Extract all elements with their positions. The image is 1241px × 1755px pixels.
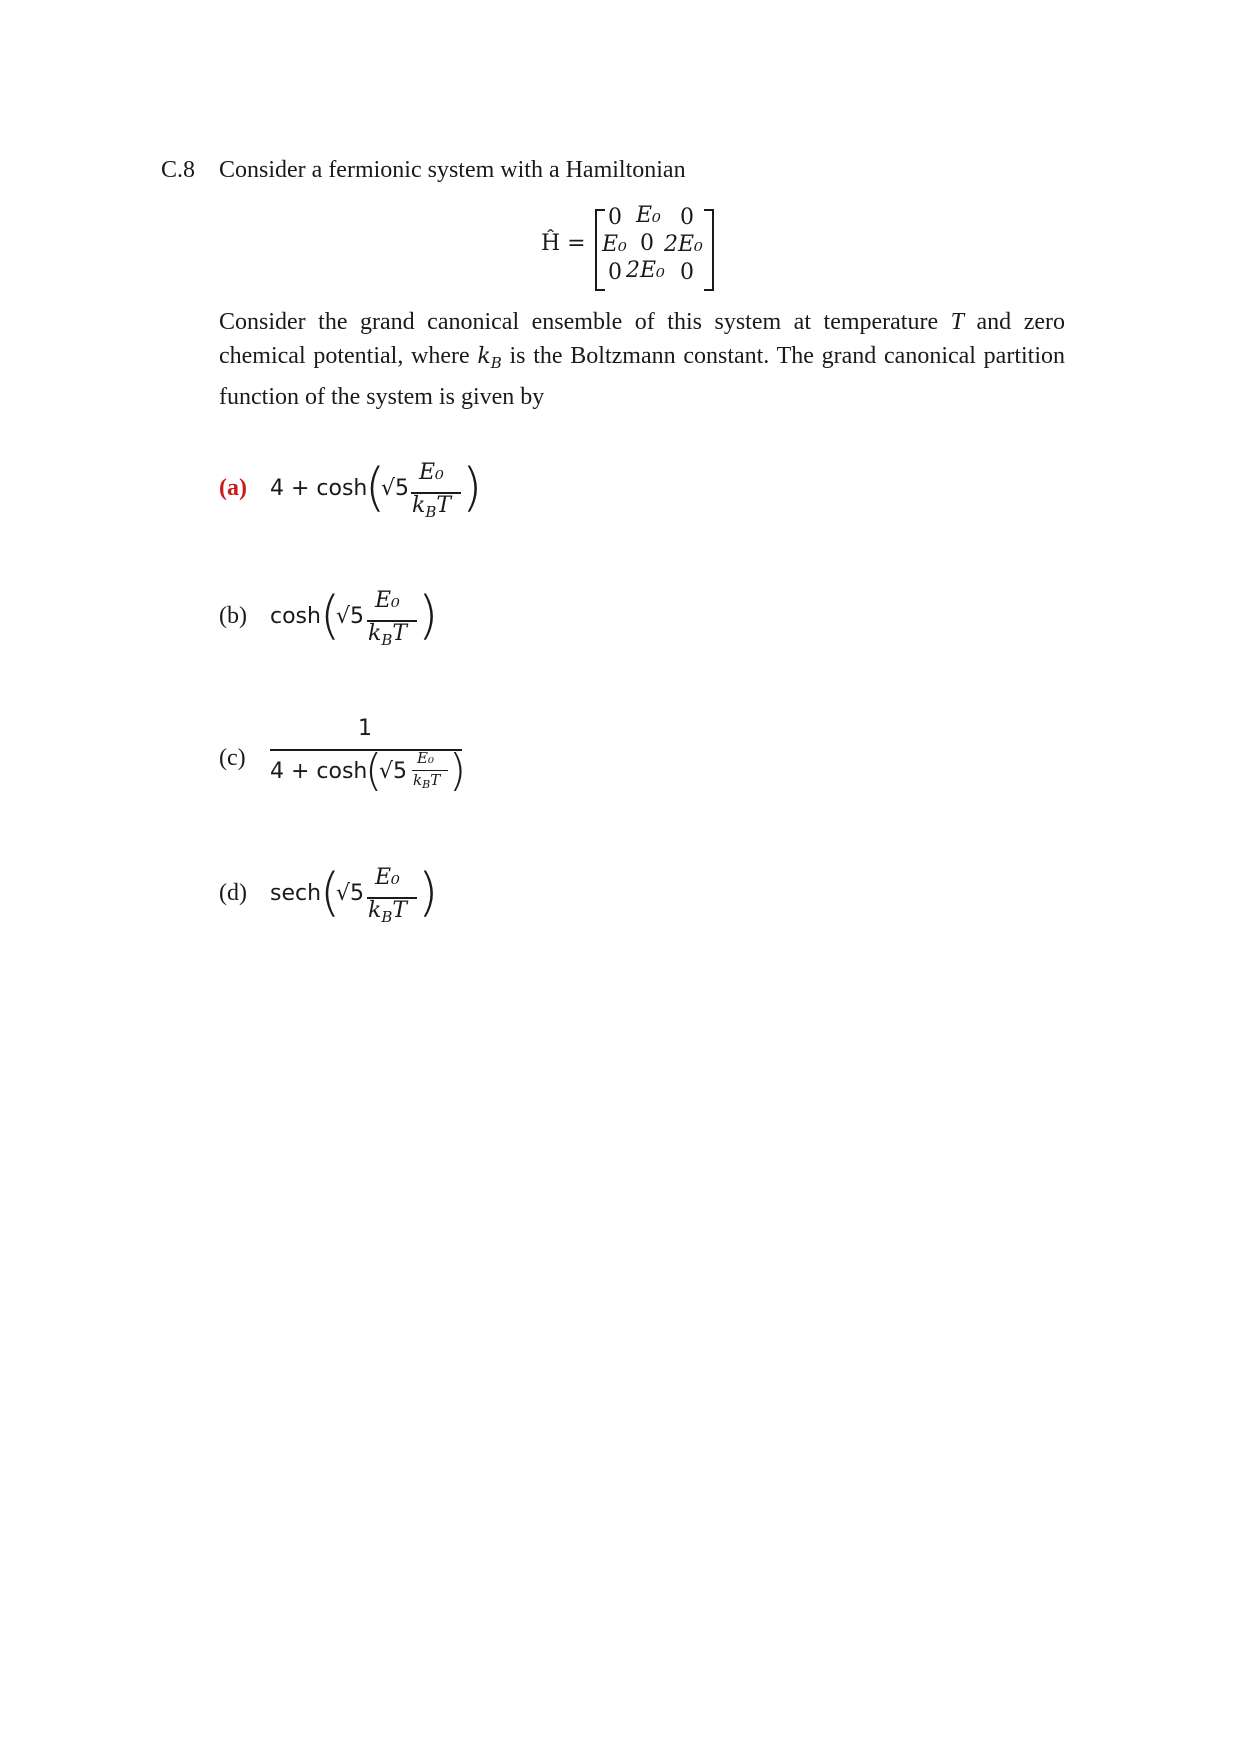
boltzmann-subscript: B <box>490 354 502 372</box>
paragraph-text: and zero chemical potential, where <box>219 309 1065 369</box>
right-paren: ) <box>449 745 467 796</box>
fraction-denominator <box>412 493 451 521</box>
den-T: T <box>392 898 408 923</box>
option-label: (d) <box>219 880 247 906</box>
matrix-cell: 2E₀ <box>664 232 703 257</box>
sqrt-five: √5 <box>379 759 408 784</box>
option-label: (b) <box>219 603 247 629</box>
den-T: T <box>436 493 452 518</box>
fraction-numerator: E₀ <box>375 865 400 890</box>
option-prefix: 4 + cosh <box>270 476 368 501</box>
right-paren: ) <box>418 586 439 646</box>
question-intro: Consider a fermionic system with a Hamiltonian <box>219 157 686 183</box>
matrix-cell: 0 <box>608 205 622 230</box>
den-subscript: B <box>381 631 393 649</box>
den-T: T <box>430 771 441 789</box>
fraction-denominator <box>368 621 407 649</box>
question-paragraph <box>219 305 1065 414</box>
matrix-cell: 0 <box>608 260 622 285</box>
matrix-cell: E₀ <box>602 232 627 257</box>
den-k: k <box>368 898 382 923</box>
matrix-cell: 2E₀ <box>626 258 665 283</box>
matrix-right-bracket <box>704 209 714 291</box>
den-T: T <box>392 621 408 646</box>
den-k: k <box>412 493 426 518</box>
matrix-cell: 0 <box>640 231 654 256</box>
den-subscript: B <box>381 908 393 926</box>
option-label: (a) <box>219 475 247 501</box>
sqrt-five: √5 <box>336 604 365 629</box>
sqrt-five: √5 <box>381 476 410 501</box>
option-c[interactable] <box>219 712 479 812</box>
right-paren: ) <box>462 458 483 518</box>
fraction-numerator: E₀ <box>419 460 444 485</box>
left-paren: ( <box>365 745 383 796</box>
den-k: k <box>368 621 382 646</box>
right-paren: ) <box>418 863 439 923</box>
matrix-cell: 0 <box>680 205 694 230</box>
option-label: (c) <box>219 745 246 771</box>
hamiltonian-lhs: Ĥ = <box>541 231 586 256</box>
boltzmann-symbol <box>477 344 502 372</box>
option-a[interactable] <box>219 460 519 530</box>
left-paren: ( <box>320 586 341 646</box>
den-subscript: B <box>422 778 431 791</box>
paragraph-text: is the Boltzmann constant. The grand canonical partition function of the system is given by <box>219 343 1065 410</box>
matrix-cell: E₀ <box>636 203 661 228</box>
option-prefix: sech <box>270 881 322 906</box>
den-subscript: B <box>425 503 437 521</box>
fraction-numerator: E₀ <box>375 588 400 613</box>
outer-numerator: 1 <box>358 716 372 741</box>
sqrt-five: √5 <box>336 881 365 906</box>
temperature-symbol: T <box>950 309 964 335</box>
option-d[interactable] <box>219 865 479 935</box>
den-k: k <box>413 771 423 789</box>
option-b[interactable] <box>219 588 479 658</box>
fraction-numerator: E₀ <box>417 749 434 767</box>
option-prefix: cosh <box>270 604 321 629</box>
left-paren: ( <box>365 458 386 518</box>
paragraph-text: Consider the grand canonical ensemble of this system at temperature <box>219 309 951 335</box>
fraction-denominator <box>413 771 440 791</box>
matrix-cell: 0 <box>680 260 694 285</box>
boltzmann-k: k <box>477 344 491 369</box>
left-paren: ( <box>320 863 341 923</box>
option-prefix: 4 + cosh <box>270 759 368 784</box>
question-number: C.8 <box>161 157 196 183</box>
fraction-denominator <box>368 898 407 926</box>
hamiltonian-equation <box>538 205 728 290</box>
